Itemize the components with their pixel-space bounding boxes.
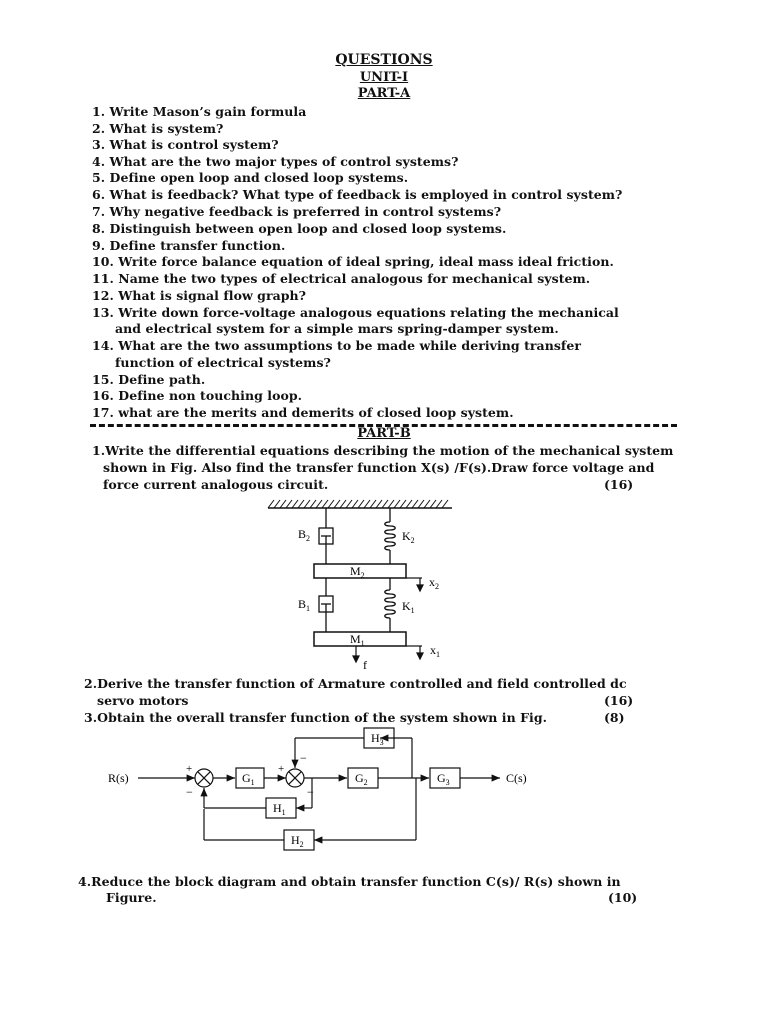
x2-arrow xyxy=(406,578,423,591)
part-a-heading: PART-A xyxy=(357,86,411,101)
sign-plus-2: + xyxy=(278,763,285,775)
question-a6: 6. What is feedback? What type of feedback is employed in control system? xyxy=(92,187,623,202)
damper-b1 xyxy=(319,578,333,632)
question-a17: 17. what are the merits and demerits of closed loop system. xyxy=(92,405,514,420)
x1-arrow xyxy=(406,646,423,659)
question-a10: 10. Write force balance equation of ideal spring, ideal mass ideal friction. xyxy=(92,254,614,269)
question-b2: 2.Derive the transfer function of Armature controlled and field controlled dc xyxy=(84,676,627,691)
question-a14-cont: function of electrical systems? xyxy=(115,355,331,370)
question-a9: 9. Define transfer function. xyxy=(92,238,286,253)
question-a13: 13. Write down force-voltage analogous equations relating the mechanical xyxy=(92,305,619,320)
label-k1: $K_1$ xyxy=(402,599,415,615)
label-h2: $H_2$ xyxy=(291,833,304,849)
label-output: C(s) xyxy=(506,771,527,785)
mechanical-system-figure xyxy=(250,496,470,674)
question-a3: 3. What is control system? xyxy=(92,137,279,152)
question-a12: 12. What is signal flow graph? xyxy=(92,288,307,303)
question-b1: 1.Write the differential equations describing the motion of the mechanical system xyxy=(92,443,674,458)
question-a5: 5. Define open loop and closed loop systems. xyxy=(92,170,409,185)
sign-minus-1: − xyxy=(186,785,193,799)
question-b3: 3.Obtain the overall transfer function of the system shown in Fig. xyxy=(84,710,548,725)
label-b1: $B_1$ xyxy=(298,597,311,613)
force-f-arrow xyxy=(353,646,359,662)
question-a1: 1. Write Mason’s gain formula xyxy=(92,104,307,119)
question-b3-marks: (8) xyxy=(604,710,625,725)
question-a15: 15. Define path. xyxy=(92,372,206,387)
question-a7: 7. Why negative feedback is preferred in control systems? xyxy=(92,204,502,219)
question-a11: 11. Name the two types of electrical analogous for mechanical system. xyxy=(92,271,591,286)
question-a14: 14. What are the two assumptions to be made while deriving transfer xyxy=(92,338,581,353)
damper-b2 xyxy=(319,508,333,564)
block-diagram-figure xyxy=(100,722,540,856)
sign-minus-3: − xyxy=(307,785,314,799)
question-b4-marks: (10) xyxy=(608,890,638,905)
label-b2: $B_2$ xyxy=(298,527,311,543)
question-a16: 16. Define non touching loop. xyxy=(92,388,303,403)
label-f: f xyxy=(363,658,367,672)
question-b1-marks: (16) xyxy=(604,477,634,492)
label-h1: $H_1$ xyxy=(273,801,286,817)
sign-minus-2: − xyxy=(300,751,307,765)
question-b1-line3: force current analogous circuit. xyxy=(103,477,329,492)
label-input: R(s) xyxy=(108,771,129,785)
sign-plus-1: + xyxy=(186,763,193,775)
label-x1: $x_1$ xyxy=(430,643,440,659)
question-b2-line2: servo motors xyxy=(97,693,189,708)
label-g1: $G_1$ xyxy=(242,771,255,787)
unit-heading: UNIT-I xyxy=(359,70,409,85)
question-a13-cont: and electrical system for a simple mars spring-damper system. xyxy=(115,321,559,336)
label-g3: $G_3$ xyxy=(437,771,450,787)
question-a8: 8. Distinguish between open loop and closed loop systems. xyxy=(92,221,507,236)
question-b1-line2: shown in Fig. Also find the transfer function X(s) /F(s).Draw force voltage and xyxy=(103,460,655,475)
label-h3: $H_3$ xyxy=(371,731,384,747)
spring-k2 xyxy=(385,508,396,564)
question-a4: 4. What are the two major types of control systems? xyxy=(92,154,459,169)
question-b4-line2: Figure. xyxy=(106,890,157,905)
label-k2: $K_2$ xyxy=(402,529,415,545)
question-a2: 2. What is system? xyxy=(92,121,224,136)
spring-k1 xyxy=(385,578,396,632)
part-b-heading: PART-B xyxy=(357,426,411,441)
label-g2: $G_2$ xyxy=(355,771,368,787)
support-hatching xyxy=(268,500,448,508)
label-x2: $x_2$ xyxy=(429,575,439,591)
label-m2: $M_2$ xyxy=(350,564,365,580)
question-b4: 4.Reduce the block diagram and obtain transfer function C(s)/ R(s) shown in xyxy=(78,874,621,889)
question-b2-marks: (16) xyxy=(604,693,634,708)
page-title: QUESTIONS xyxy=(335,52,433,68)
label-m1: $M_1$ xyxy=(350,632,365,648)
